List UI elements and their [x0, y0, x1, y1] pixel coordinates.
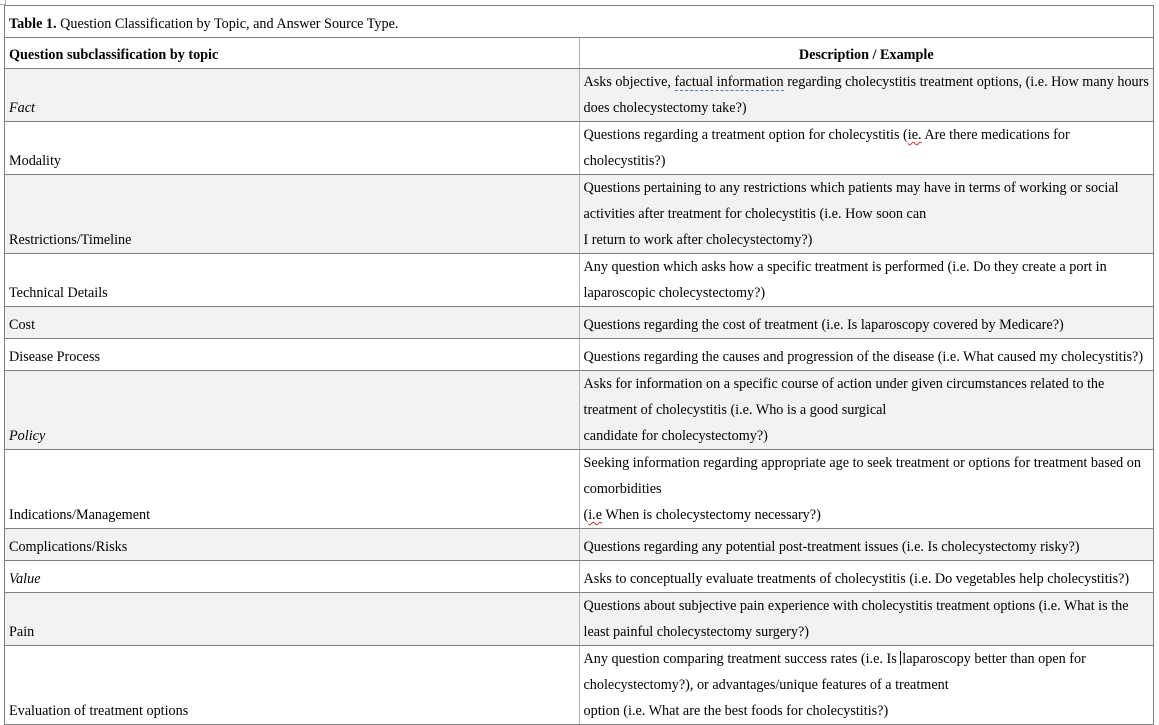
table-caption-row: [5, 6, 1154, 38]
topic-cell: Modality: [5, 122, 580, 175]
topic-cell: Pain: [5, 593, 580, 646]
table-row: [5, 371, 1154, 450]
topic-cell: Disease Process: [5, 339, 580, 371]
description-text: (: [583, 507, 589, 523]
table-row: [5, 69, 1154, 122]
topic-cell: Policy: [5, 371, 580, 450]
spelling-flag-text: i.e: [588, 507, 603, 523]
topic-cell: Indications/Management: [5, 450, 580, 529]
description-line: [584, 502, 1150, 528]
description-cell: [579, 69, 1154, 122]
description-cell: [579, 450, 1154, 529]
table-row: [5, 122, 1154, 175]
description-line: I return to work after cholecystectomy?): [583, 232, 813, 248]
description-text: When is cholecystectomy necessary?): [602, 507, 821, 523]
description-line: Questions pertaining to any restrictions which patients may have in terms of working or social activities after treatment for cholecystitis (i.e. How soon can: [583, 180, 1119, 222]
table-row: [5, 450, 1154, 529]
table-row: [5, 593, 1154, 646]
table-caption: [5, 6, 1154, 38]
description-cell: Any question which asks how a specific treatment is performed (i.e. Do they create a port in laparoscopic cholecystectomy?): [579, 254, 1154, 307]
description-cell: Asks to conceptually evaluate treatments of cholecystitis (i.e. Do vegetables help cholecystitis?): [579, 561, 1154, 593]
description-line: Asks for information on a specific course of action under given circumstances related to the treatment of cholecystitis (i.e. Who is a good surgical: [583, 376, 1105, 418]
description-text: Any question comparing treatment success rates (i.e. Is: [583, 651, 901, 667]
topic-cell: Evaluation of treatment options: [5, 646, 580, 725]
topic-cell: Technical Details: [5, 254, 580, 307]
table-row: [5, 307, 1154, 339]
caption-label: Table 1.: [9, 16, 57, 32]
description-cell: [579, 371, 1154, 450]
topic-cell: Fact: [5, 69, 580, 122]
description-line: candidate for cholecystectomy?): [583, 428, 768, 444]
text-cursor: [900, 651, 901, 665]
description-cell: [579, 122, 1154, 175]
description-cell: Questions regarding the cost of treatment (i.e. Is laparoscopy covered by Medicare?): [579, 307, 1154, 339]
description-text: Are there medications for cholecystitis?): [583, 127, 1070, 169]
table-row: [5, 646, 1154, 725]
document-page: [4, 5, 1154, 725]
table-row: [5, 529, 1154, 561]
description-cell: [579, 175, 1154, 254]
topic-cell: Value: [5, 561, 580, 593]
table-row: [5, 175, 1154, 254]
description-line: [584, 646, 1150, 698]
caption-text: Question Classification by Topic, and Answer Source Type.: [56, 16, 399, 32]
description-text: laparoscopy better than open for cholecystectomy?), or advantages/unique features of a treatment: [583, 651, 1086, 693]
description-line: option (i.e. What are the best foods for cholecystitis?): [583, 703, 889, 719]
table-row: [5, 339, 1154, 371]
description-cell: Questions regarding the causes and progression of the disease (i.e. What caused my cholecystitis?): [579, 339, 1154, 371]
description-cell: Questions about subjective pain experience with cholecystitis treatment options (i.e. What is the least painful cholecystectomy surgery?): [579, 593, 1154, 646]
header-topic: Question subclassification by topic: [5, 38, 580, 69]
header-row: [5, 38, 1154, 69]
description-text-marked: factual information: [674, 74, 784, 90]
description-text: Questions regarding a treatment option for cholecystitis (: [583, 127, 908, 143]
topic-cell: Cost: [5, 307, 580, 339]
description-cell: Questions regarding any potential post-treatment issues (i.e. Is cholecystectomy risky?): [579, 529, 1154, 561]
topic-cell: Complications/Risks: [5, 529, 580, 561]
header-description: Description / Example: [579, 38, 1154, 69]
table-row: [5, 561, 1154, 593]
table-row: [5, 254, 1154, 307]
description-cell: [579, 646, 1154, 725]
description-text: Asks objective,: [583, 74, 675, 90]
description-line: Seeking information regarding appropriate age to seek treatment or options for treatment based on comorbidities: [583, 455, 1141, 497]
description-text: regarding cholecystitis treatment options, (i.e. How many hours does cholecystectomy take?): [583, 74, 1149, 116]
topic-cell: Restrictions/Timeline: [5, 175, 580, 254]
spelling-flag-text: ie.: [907, 127, 922, 143]
classification-table: [4, 5, 1154, 725]
